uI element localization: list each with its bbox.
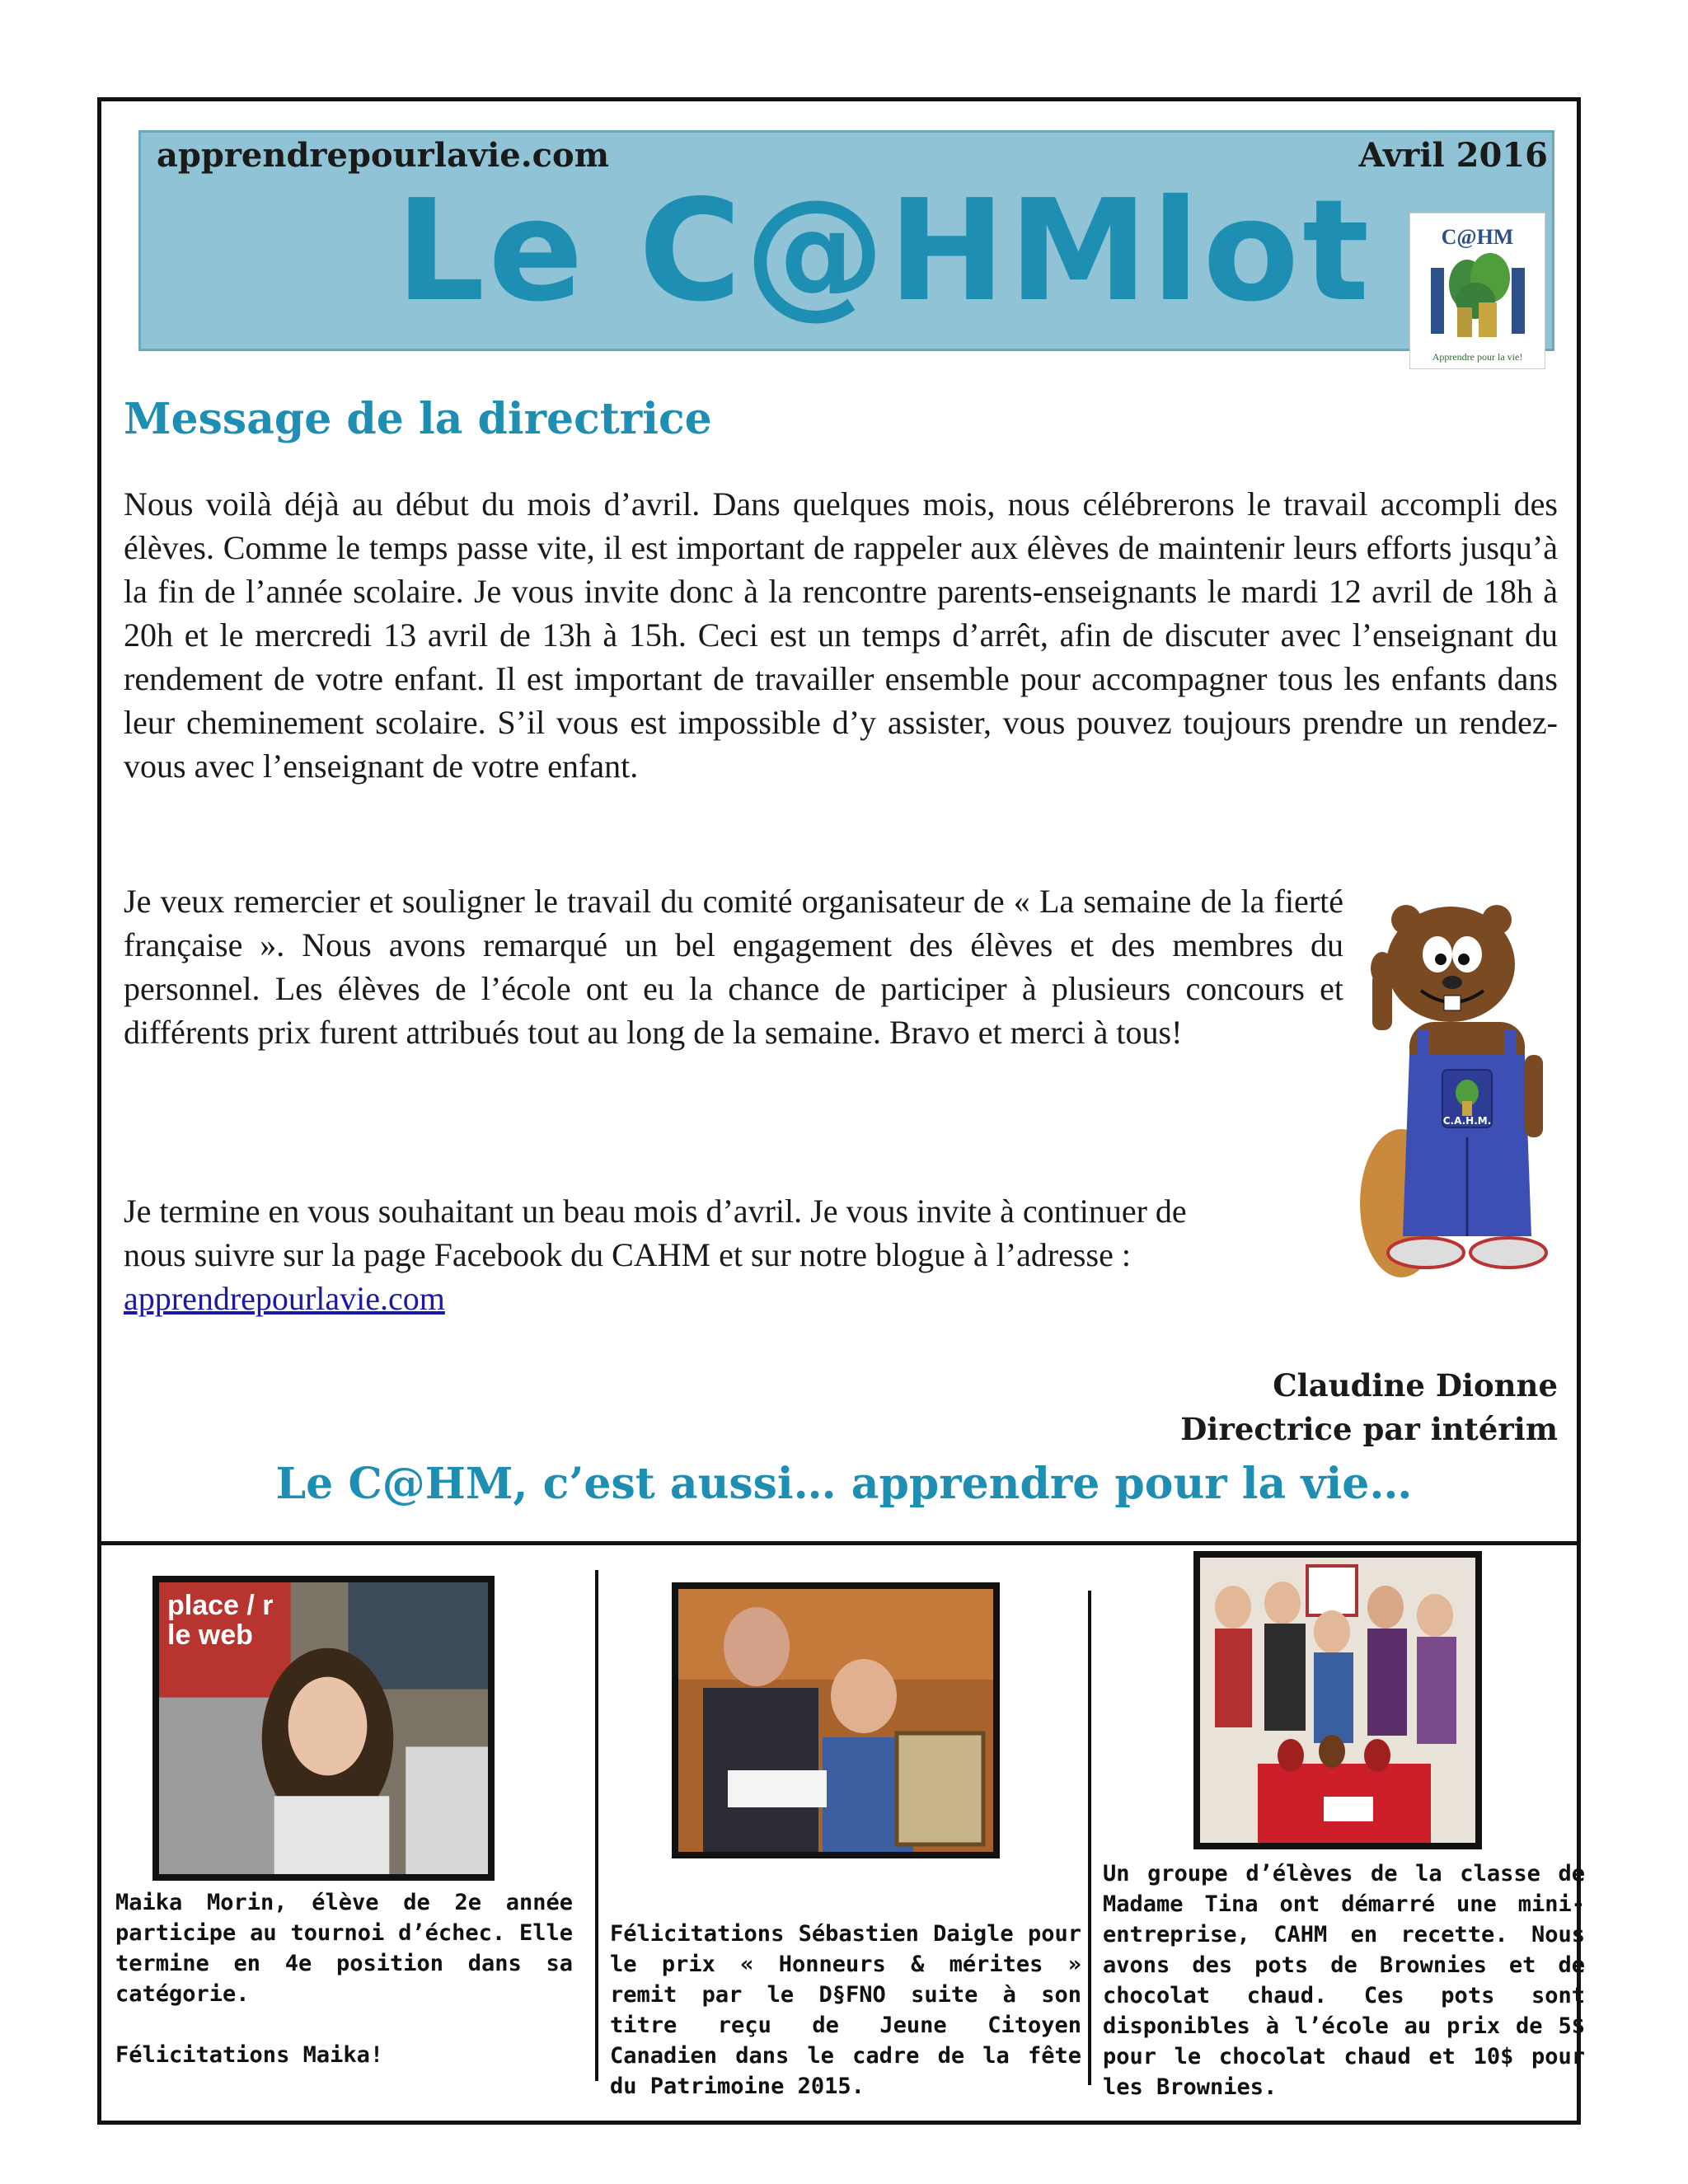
column-divider-2 bbox=[1088, 1591, 1091, 2085]
column-divider-1 bbox=[595, 1570, 598, 2081]
logo-caption: Apprendre pour la vie! bbox=[1432, 351, 1523, 363]
photo-caption-1-extra: Félicitations Maika! bbox=[115, 2042, 384, 2068]
section-divider bbox=[97, 1541, 1581, 1545]
paragraph-3-text: Je termine en vous souhaitant un beau mois d’avril. Je vous invite à continuer de nous suivre sur la page Facebook du CAHM et sur notre blogue à l’adresse : bbox=[124, 1193, 1187, 1273]
article-paragraph-1: Nous voilà déjà au début du mois d’avril. Dans quelques mois, nous célébrerons le travail accompli des élèves. Comme le temps passe vite, il est important de rappeler aux élèves de maintenir leurs efforts jusqu’à la fin de l’année scolaire. Je vous invite donc à la rencontre parents-enseignants le mardi 12 avril de 18h à 20h et le mercredi 13 avril de 13h à 15h. Ceci est un temps d’arrêt, afin de discuter avec l’enseignant du rendement de votre enfant. Il est important de travailler ensemble pour accompagner tous les enfants dans leur cheminement scolaire. S’il vous est impossible d’y assister, vous pouvez toujours prendre un rendez-vous avec l’enseignant de votre enfant. bbox=[124, 485, 1558, 785]
article-paragraph-2: Je veux remercier et souligner le travail du comité organisateur de « La semaine de la fierté française ». Nous avons remarqué un bel engagement des élèves et des membres du personnel. Les élèves de l’école ont eu la chance de participer à plusieurs concours et différents prix furent attribués tout au long de la semaine. Bravo et merci à tous! bbox=[124, 883, 1343, 1051]
photo-caption-1 bbox=[115, 1887, 573, 2070]
photo-sign-text: place / r le web bbox=[167, 1590, 274, 1651]
photo-caption-3: Un groupe d’élèves de la classe de Madame Tina ont démarré une mini-entreprise, CAHM en recette. Nous avons des pots de Brownies et de chocolat chaud. Ces pots sont disponibles à l’école au prix de 5$ pour le chocolat chaud et 10$ pour les Brownies. bbox=[1103, 1861, 1585, 2100]
photo-maika bbox=[152, 1576, 495, 1881]
signature-role: Directrice par intérim bbox=[1180, 1411, 1558, 1447]
school-logo bbox=[1409, 213, 1545, 369]
photo-sebastien bbox=[672, 1582, 1000, 1858]
article-paragraph-3 bbox=[124, 1189, 1220, 1320]
logo-title: C@HM bbox=[1441, 225, 1514, 249]
photo-caption-1-text: Maika Morin, élève de 2e année participe au tournoi d’échec. Elle termine en 4e position dans sa catégorie. bbox=[115, 1890, 573, 2007]
site-url[interactable]: apprendrepourlavie.com bbox=[157, 136, 610, 175]
beaver-mascot-illustration bbox=[1352, 890, 1550, 1286]
article-title: Message de la directrice bbox=[124, 394, 712, 444]
signature-name: Claudine Dionne bbox=[1273, 1367, 1558, 1404]
newsletter-title: Le C@HMlot bbox=[396, 170, 1373, 333]
mascot-badge-text: C.A.H.M. bbox=[1442, 1115, 1492, 1127]
tree-book-icon bbox=[1424, 250, 1531, 340]
signature bbox=[1180, 1364, 1558, 1451]
issue-date: Avril 2016 bbox=[1358, 136, 1548, 175]
photo-caption-2: Félicitations Sébastien Daigle pour le prix « Honneurs & mérites » remit par le D§FNO suite à son titre reçu de Jeune Citoyen Canadien dans le cadre de la fête du Patrimoine 2015. bbox=[610, 1921, 1081, 2099]
blog-link[interactable]: apprendrepourlavie.com bbox=[124, 1280, 445, 1317]
tagline: Le C@HM, c’est aussi… apprendre pour la vie… bbox=[275, 1459, 1413, 1509]
photo-groupe bbox=[1193, 1551, 1482, 1849]
